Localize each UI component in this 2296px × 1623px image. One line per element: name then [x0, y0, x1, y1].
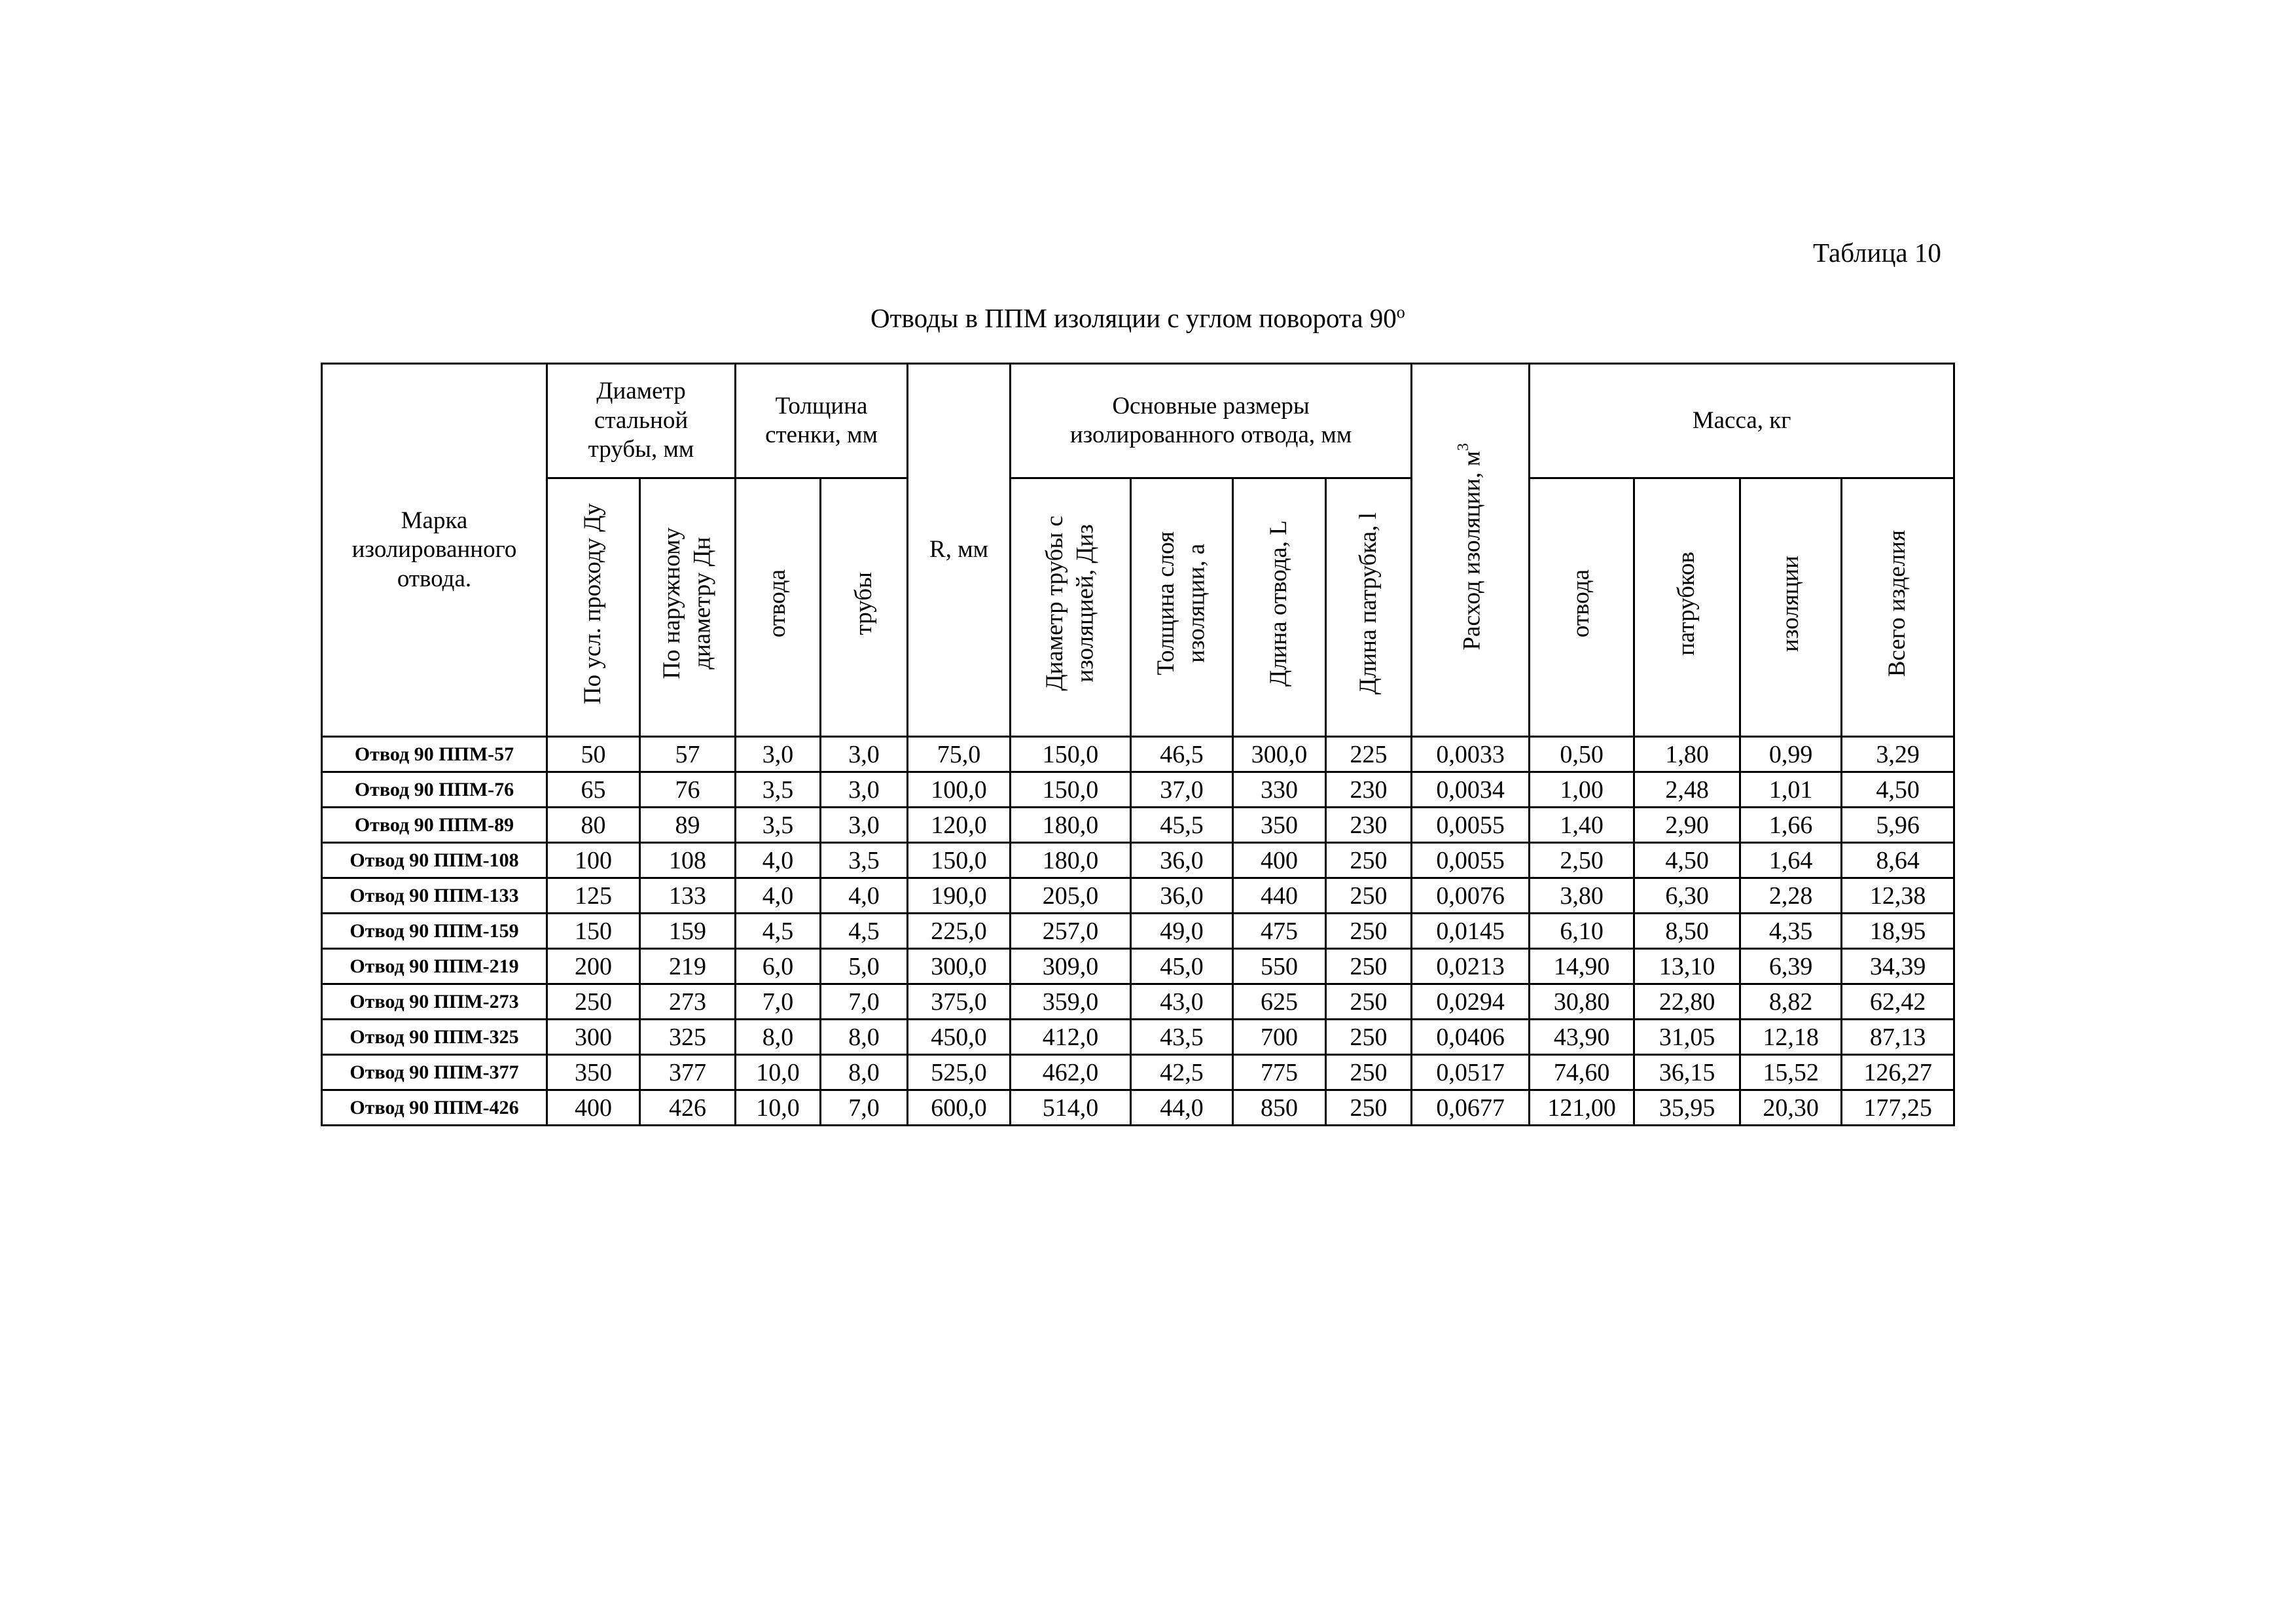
cell-mass-pipes: 4,50	[1634, 843, 1740, 878]
cell-brand: Отвод 90 ППМ-89	[322, 808, 547, 843]
cell-du: 100	[547, 843, 640, 878]
cell-bend-length: 440	[1233, 878, 1326, 914]
header-nozzle-length-text: Длина патрубка, l	[1354, 512, 1382, 695]
cell-mass-pipes: 13,10	[1634, 949, 1740, 984]
header-wall-bend-text: отвода	[764, 569, 791, 638]
table-body	[322, 737, 1954, 1126]
header-du-text: По усл. проходу Ду	[579, 503, 607, 704]
cell-brand: Отвод 90 ППМ-426	[322, 1090, 547, 1126]
cell-insulation-thickness: 36,0	[1131, 843, 1233, 878]
cell-insulation-thickness: 43,5	[1131, 1020, 1233, 1055]
cell-wall-pipe: 3,0	[821, 737, 908, 772]
cell-wall-bend: 4,0	[736, 843, 821, 878]
cell-mass-bend: 121,00	[1530, 1090, 1634, 1126]
cell-mass-insulation: 15,52	[1740, 1055, 1842, 1090]
header-insulation-use-sup: 3	[1454, 442, 1472, 451]
cell-insulation-thickness: 43,0	[1131, 984, 1233, 1020]
degree-sign: о	[1396, 302, 1405, 322]
header-insulation-thickness	[1131, 478, 1233, 737]
header-wall-thickness	[736, 364, 908, 478]
header-brand-text: Марка изолированного отвода.	[351, 507, 517, 592]
header-mass-pipes-text: патрубков	[1673, 551, 1700, 656]
cell-wall-pipe: 5,0	[821, 949, 908, 984]
cell-wall-pipe: 3,0	[821, 772, 908, 808]
header-wall-pipe-text: трубы	[850, 572, 877, 635]
table-number: Таблица 10	[1813, 238, 1941, 268]
cell-insulation-thickness: 37,0	[1131, 772, 1233, 808]
cell-wall-pipe: 3,0	[821, 808, 908, 843]
cell-wall-bend: 6,0	[736, 949, 821, 984]
cell-wall-bend: 3,5	[736, 808, 821, 843]
cell-dn: 89	[640, 808, 736, 843]
cell-mass-pipes: 35,95	[1634, 1090, 1740, 1126]
cell-dn: 377	[640, 1055, 736, 1090]
cell-bend-length: 400	[1233, 843, 1326, 878]
header-mass-text: Масса, кг	[1692, 406, 1791, 434]
cell-insulation-use: 0,0055	[1412, 808, 1530, 843]
cell-mass-insulation: 1,64	[1740, 843, 1842, 878]
cell-radius: 525,0	[908, 1055, 1011, 1090]
cell-bend-length: 550	[1233, 949, 1326, 984]
header-mass-bend-text: отвода	[1568, 569, 1595, 638]
cell-dn: 325	[640, 1020, 736, 1055]
cell-insulation-use: 0,0406	[1412, 1020, 1530, 1055]
cell-bend-length: 775	[1233, 1055, 1326, 1090]
cell-radius: 120,0	[908, 808, 1011, 843]
cell-diz: 180,0	[1011, 808, 1131, 843]
header-du	[547, 478, 640, 737]
header-mass-bend	[1530, 478, 1634, 737]
header-mass-insulation-text: изоляции	[1776, 555, 1804, 652]
cell-insulation-use: 0,0517	[1412, 1055, 1530, 1090]
cell-mass-total: 12,38	[1842, 878, 1954, 914]
cell-wall-pipe: 4,5	[821, 914, 908, 949]
cell-insulation-thickness: 45,0	[1131, 949, 1233, 984]
header-insulation-thickness-text: Толщина слоя изоляции, а	[1153, 531, 1210, 676]
cell-mass-insulation: 20,30	[1740, 1090, 1842, 1126]
table-row	[322, 949, 1954, 984]
cell-radius: 600,0	[908, 1090, 1011, 1126]
header-main-dimensions	[1011, 364, 1412, 478]
header-dn	[640, 478, 736, 737]
pipe-bends-table	[321, 363, 1955, 1126]
cell-bend-length: 475	[1233, 914, 1326, 949]
cell-nozzle-length: 250	[1326, 984, 1412, 1020]
cell-insulation-use: 0,0145	[1412, 914, 1530, 949]
cell-wall-pipe: 8,0	[821, 1020, 908, 1055]
cell-mass-pipes: 31,05	[1634, 1020, 1740, 1055]
header-insulation-use-text	[1454, 443, 1488, 651]
cell-wall-pipe: 3,5	[821, 843, 908, 878]
cell-dn: 426	[640, 1090, 736, 1126]
cell-mass-total: 87,13	[1842, 1020, 1954, 1055]
cell-nozzle-length: 230	[1326, 808, 1412, 843]
header-mass-total-text: Всего изделия	[1884, 530, 1911, 677]
cell-mass-pipes: 22,80	[1634, 984, 1740, 1020]
cell-mass-bend: 43,90	[1530, 1020, 1634, 1055]
cell-radius: 190,0	[908, 878, 1011, 914]
cell-du: 65	[547, 772, 640, 808]
cell-mass-insulation: 12,18	[1740, 1020, 1842, 1055]
header-radius-text: R, мм	[929, 536, 989, 563]
cell-mass-total: 3,29	[1842, 737, 1954, 772]
cell-insulation-thickness: 42,5	[1131, 1055, 1233, 1090]
cell-mass-bend: 1,40	[1530, 808, 1634, 843]
cell-brand: Отвод 90 ППМ-133	[322, 878, 547, 914]
cell-du: 250	[547, 984, 640, 1020]
header-insulation-use-label: Расход изоляции, м	[1458, 450, 1486, 651]
cell-insulation-use: 0,0213	[1412, 949, 1530, 984]
cell-mass-total: 177,25	[1842, 1090, 1954, 1126]
cell-dn: 57	[640, 737, 736, 772]
cell-bend-length: 850	[1233, 1090, 1326, 1126]
cell-nozzle-length: 250	[1326, 878, 1412, 914]
cell-mass-pipes: 8,50	[1634, 914, 1740, 949]
table-caption	[870, 302, 1405, 334]
cell-insulation-thickness: 49,0	[1131, 914, 1233, 949]
cell-mass-insulation: 0,99	[1740, 737, 1842, 772]
cell-bend-length: 330	[1233, 772, 1326, 808]
cell-wall-pipe: 4,0	[821, 878, 908, 914]
cell-mass-insulation: 1,66	[1740, 808, 1842, 843]
header-mass	[1530, 364, 1954, 478]
cell-du: 125	[547, 878, 640, 914]
header-mass-pipes	[1634, 478, 1740, 737]
header-dn-text: По наружному диаметру Дн	[658, 527, 716, 680]
cell-wall-pipe: 7,0	[821, 1090, 908, 1126]
cell-insulation-thickness: 36,0	[1131, 878, 1233, 914]
cell-mass-bend: 3,80	[1530, 878, 1634, 914]
cell-mass-total: 34,39	[1842, 949, 1954, 984]
cell-du: 300	[547, 1020, 640, 1055]
cell-du: 80	[547, 808, 640, 843]
table-row	[322, 808, 1954, 843]
cell-dn: 76	[640, 772, 736, 808]
cell-brand: Отвод 90 ППМ-108	[322, 843, 547, 878]
header-nozzle-length	[1326, 478, 1412, 737]
cell-insulation-use: 0,0034	[1412, 772, 1530, 808]
cell-diz: 359,0	[1011, 984, 1131, 1020]
cell-du: 200	[547, 949, 640, 984]
cell-nozzle-length: 250	[1326, 843, 1412, 878]
cell-du: 350	[547, 1055, 640, 1090]
table-row	[322, 1020, 1954, 1055]
table-row	[322, 914, 1954, 949]
cell-nozzle-length: 250	[1326, 1055, 1412, 1090]
cell-mass-insulation: 1,01	[1740, 772, 1842, 808]
header-diz-text: Диаметр трубы с изоляцией, Диз	[1041, 516, 1099, 692]
cell-mass-pipes: 6,30	[1634, 878, 1740, 914]
cell-bend-length: 300,0	[1233, 737, 1326, 772]
cell-diz: 150,0	[1011, 737, 1131, 772]
cell-insulation-use: 0,0033	[1412, 737, 1530, 772]
header-steel-diameter	[547, 364, 736, 478]
header-mass-insulation	[1740, 478, 1842, 737]
cell-radius: 300,0	[908, 949, 1011, 984]
cell-wall-bend: 7,0	[736, 984, 821, 1020]
cell-mass-total: 18,95	[1842, 914, 1954, 949]
cell-mass-bend: 0,50	[1530, 737, 1634, 772]
cell-insulation-thickness: 44,0	[1131, 1090, 1233, 1126]
table-row	[322, 737, 1954, 772]
cell-bend-length: 700	[1233, 1020, 1326, 1055]
cell-radius: 150,0	[908, 843, 1011, 878]
header-wall-thickness-text: Толщина стенки, мм	[765, 392, 878, 448]
header-brand	[322, 364, 547, 737]
cell-diz: 514,0	[1011, 1090, 1131, 1126]
cell-nozzle-length: 230	[1326, 772, 1412, 808]
cell-mass-pipes: 2,90	[1634, 808, 1740, 843]
cell-mass-bend: 2,50	[1530, 843, 1634, 878]
cell-wall-bend: 3,0	[736, 737, 821, 772]
cell-diz: 462,0	[1011, 1055, 1131, 1090]
cell-wall-pipe: 8,0	[821, 1055, 908, 1090]
header-bend-length-text: Длина отвода, L	[1265, 520, 1293, 687]
cell-du: 150	[547, 914, 640, 949]
header-bend-length	[1233, 478, 1326, 737]
header-main-dimensions-text: Основные размеры изолированного отвода, мм	[1069, 392, 1352, 448]
cell-wall-bend: 4,5	[736, 914, 821, 949]
cell-mass-pipes: 36,15	[1634, 1055, 1740, 1090]
cell-du: 400	[547, 1090, 640, 1126]
cell-bend-length: 625	[1233, 984, 1326, 1020]
table-row	[322, 772, 1954, 808]
cell-insulation-thickness: 46,5	[1131, 737, 1233, 772]
cell-bend-length: 350	[1233, 808, 1326, 843]
cell-mass-insulation: 6,39	[1740, 949, 1842, 984]
cell-radius: 75,0	[908, 737, 1011, 772]
table-row	[322, 843, 1954, 878]
cell-insulation-use: 0,0055	[1412, 843, 1530, 878]
cell-dn: 273	[640, 984, 736, 1020]
cell-wall-bend: 10,0	[736, 1090, 821, 1126]
cell-brand: Отвод 90 ППМ-76	[322, 772, 547, 808]
cell-diz: 180,0	[1011, 843, 1131, 878]
cell-wall-bend: 8,0	[736, 1020, 821, 1055]
table-row	[322, 878, 1954, 914]
cell-brand: Отвод 90 ППМ-57	[322, 737, 547, 772]
cell-mass-bend: 74,60	[1530, 1055, 1634, 1090]
cell-radius: 100,0	[908, 772, 1011, 808]
cell-insulation-thickness: 45,5	[1131, 808, 1233, 843]
cell-nozzle-length: 250	[1326, 914, 1412, 949]
cell-mass-pipes: 1,80	[1634, 737, 1740, 772]
cell-radius: 450,0	[908, 1020, 1011, 1055]
cell-mass-insulation: 4,35	[1740, 914, 1842, 949]
cell-dn: 133	[640, 878, 736, 914]
cell-diz: 150,0	[1011, 772, 1131, 808]
cell-nozzle-length: 225	[1326, 737, 1412, 772]
cell-diz: 309,0	[1011, 949, 1131, 984]
cell-mass-pipes: 2,48	[1634, 772, 1740, 808]
header-mass-total	[1842, 478, 1954, 737]
cell-mass-insulation: 2,28	[1740, 878, 1842, 914]
cell-radius: 225,0	[908, 914, 1011, 949]
cell-mass-bend: 30,80	[1530, 984, 1634, 1020]
cell-insulation-use: 0,0294	[1412, 984, 1530, 1020]
cell-diz: 205,0	[1011, 878, 1131, 914]
cell-brand: Отвод 90 ППМ-377	[322, 1055, 547, 1090]
header-wall-bend	[736, 478, 821, 737]
cell-mass-bend: 6,10	[1530, 914, 1634, 949]
cell-du: 50	[547, 737, 640, 772]
cell-insulation-use: 0,0677	[1412, 1090, 1530, 1126]
cell-wall-pipe: 7,0	[821, 984, 908, 1020]
table-row	[322, 1055, 1954, 1090]
header-insulation-use	[1412, 364, 1530, 737]
header-diz	[1011, 478, 1131, 737]
cell-diz: 257,0	[1011, 914, 1131, 949]
cell-diz: 412,0	[1011, 1020, 1131, 1055]
caption-text: Отводы в ППМ изоляции с углом поворота 90	[870, 303, 1397, 333]
table-row	[322, 984, 1954, 1020]
cell-dn: 219	[640, 949, 736, 984]
cell-nozzle-length: 250	[1326, 949, 1412, 984]
cell-radius: 375,0	[908, 984, 1011, 1020]
cell-insulation-use: 0,0076	[1412, 878, 1530, 914]
cell-mass-insulation: 8,82	[1740, 984, 1842, 1020]
cell-wall-bend: 10,0	[736, 1055, 821, 1090]
cell-brand: Отвод 90 ППМ-325	[322, 1020, 547, 1055]
cell-dn: 159	[640, 914, 736, 949]
cell-mass-total: 62,42	[1842, 984, 1954, 1020]
cell-brand: Отвод 90 ППМ-159	[322, 914, 547, 949]
header-steel-diameter-text: Диаметр стальной трубы, мм	[588, 378, 694, 463]
cell-brand: Отвод 90 ППМ-273	[322, 984, 547, 1020]
table-row	[322, 1090, 1954, 1126]
cell-nozzle-length: 250	[1326, 1020, 1412, 1055]
cell-mass-total: 5,96	[1842, 808, 1954, 843]
cell-nozzle-length: 250	[1326, 1090, 1412, 1126]
cell-dn: 108	[640, 843, 736, 878]
cell-wall-bend: 4,0	[736, 878, 821, 914]
cell-mass-total: 4,50	[1842, 772, 1954, 808]
cell-mass-total: 126,27	[1842, 1055, 1954, 1090]
cell-brand: Отвод 90 ППМ-219	[322, 949, 547, 984]
cell-mass-total: 8,64	[1842, 843, 1954, 878]
header-radius	[908, 364, 1011, 737]
header-wall-pipe	[821, 478, 908, 737]
cell-mass-bend: 1,00	[1530, 772, 1634, 808]
cell-mass-bend: 14,90	[1530, 949, 1634, 984]
cell-wall-bend: 3,5	[736, 772, 821, 808]
